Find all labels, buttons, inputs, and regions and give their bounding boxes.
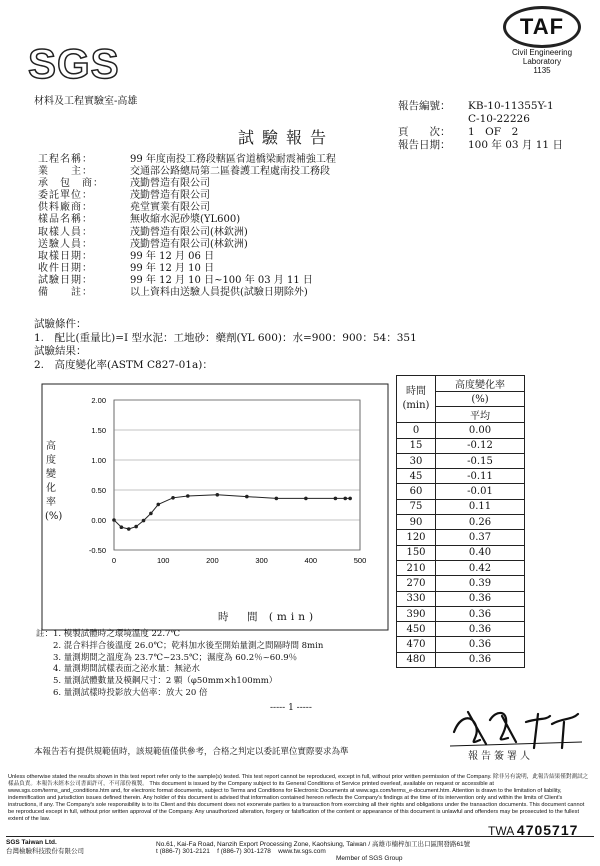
- table-row: [397, 484, 525, 499]
- data-point: [120, 525, 124, 529]
- note-line: 2. 混合料拌合後溫度 26.0℃；乾料加水後至開始量測之間隔時間 8min: [36, 640, 324, 651]
- disclaimer: 本報告若有提供規範值時，該規範值僅供參考，合格之判定以委託單位實際要求為準: [34, 747, 349, 757]
- x-tick-label: 200: [206, 556, 219, 565]
- results-title: 試驗結果：: [34, 345, 87, 357]
- info-row: [38, 263, 336, 275]
- data-point: [127, 527, 131, 531]
- table-header-time: [397, 376, 436, 423]
- data-point: [343, 497, 347, 501]
- info-row: [38, 251, 336, 263]
- y-tick-label: 1.50: [91, 426, 106, 435]
- data-point: [186, 494, 190, 498]
- info-key: 收件日期：: [38, 262, 93, 274]
- table-row: [397, 545, 525, 560]
- table-cell-time: 90: [397, 515, 436, 530]
- table-cell-rate: -0.12: [436, 438, 525, 453]
- table-cell-rate: 0.36: [436, 622, 525, 637]
- sgs-logo-text: SGS: [28, 40, 120, 87]
- y-tick-label: 1.00: [91, 456, 106, 465]
- table-cell-time: 390: [397, 606, 436, 621]
- data-point: [112, 518, 116, 522]
- info-row: [38, 287, 336, 299]
- report-no: KB-10-11355Y-1: [468, 100, 554, 112]
- results-table: [396, 375, 525, 668]
- footer-company: SGS Taiwan Ltd.: [6, 839, 57, 846]
- note-line: 3. 量測期間之溫度為 23.7℃~23.5℃；濕度為 60.2％~60.9％: [36, 652, 298, 663]
- info-key: 業 主：: [38, 166, 93, 178]
- info-row: [38, 154, 336, 166]
- results-item-2: 2. 高度變化率(ASTM C827-01a)：: [34, 358, 213, 371]
- table-cell-time: 15: [397, 438, 436, 453]
- table-row: [397, 469, 525, 484]
- table-cell-time: 75: [397, 499, 436, 514]
- info-row: [38, 190, 336, 202]
- note-line: 4. 量測期間試樣表面之泌水量：無泌水: [36, 664, 200, 675]
- table-cell-rate: 0.36: [436, 637, 525, 652]
- table-row: [397, 576, 525, 591]
- info-key: 供料廠商：: [38, 202, 93, 214]
- fine-print: Unless otherwise stated the results shown in this test report refer only to the sample(s) tested. This test report cannot be reproduced, except in full, without prior written permission of the Company. 除非另有說明，此報告結果僅對測試之樣品負責。本報告未經本公司書面許可，不可部份複製。 This document is issued by the Company subject to its General Conditions of Service printed overleaf, available on request or accessible at www.sgs.com/terms_and_conditions.htm and, for electronic format documents, subject to Terms and Conditions for Electronic Documents at www.sgs.com/terms_e-document.htm. Attention is drawn to the limitation of liability, indemnification and jurisdiction issues defined therein. Any holder of this document is advised that information contained hereon reflects the Company's findings at the time of its intervention only and within the limits of Client's instructions, if any. The Company's sole responsibility is to its Client and this document does not exonerate parties to a transaction from exercising all their rights and obligations under the transaction documents. This document cannot be reproduced except in full, without prior written approval of the Company. Any unauthorized alteration, forgery or falsification of the content or appearance of this document is unlawful and offenders may be prosecuted to the fullest extent of the law.: [8, 774, 589, 822]
- note-line: 6. 量測試樣時投影放大倍率：放大 20 倍: [36, 687, 208, 698]
- table-cell-rate: 0.36: [436, 591, 525, 606]
- table-cell-rate: 0.00: [436, 423, 525, 438]
- footer-company-cn: 台灣檢驗科技股份有限公司: [6, 848, 84, 855]
- footer: [6, 836, 594, 862]
- table-row: [397, 606, 525, 621]
- info-row: [38, 166, 336, 178]
- info-value: 以上資料由送驗人員提供(試驗日期除外): [130, 287, 308, 299]
- page-number: ----- 1 -----: [270, 703, 312, 713]
- date-value: 100 年 03 月 11 日: [468, 139, 563, 151]
- page-value: 1 OF 2: [468, 126, 519, 138]
- table-cell-rate: 0.36: [436, 652, 525, 667]
- report-no-label: 報告編號：: [398, 100, 451, 112]
- footer-address: No.61, Kai-Fa Road, Nanzih Export Processing Zone, Kaohsiung, Taiwan / 高雄市楠梓加工出口區開發路61號: [156, 841, 471, 848]
- data-point: [171, 496, 175, 500]
- note-line: 5. 量測試體數量及模鋼尺寸：2 顆（φ50mm×h100mm）: [36, 676, 278, 687]
- table-row: [397, 560, 525, 575]
- y-tick-label: 0.50: [91, 486, 106, 495]
- table-cell-rate: 0.26: [436, 515, 525, 530]
- table-cell-rate: 0.42: [436, 560, 525, 575]
- info-value: 茂勤營造有限公司(林欽洲): [130, 226, 248, 238]
- info-key: 承 包 商：: [38, 178, 104, 190]
- table-cell-rate: -0.11: [436, 469, 525, 484]
- data-point: [134, 525, 138, 529]
- x-tick-label: 400: [304, 556, 318, 565]
- table-header-avg: 平均: [436, 407, 525, 423]
- table-row: [397, 499, 525, 514]
- info-key: 委託單位：: [38, 190, 93, 202]
- table-row: [397, 622, 525, 637]
- table-row: [397, 515, 525, 530]
- table-row: [397, 637, 525, 652]
- date-label: 報告日期：: [398, 139, 451, 151]
- info-key: 工程名稱：: [38, 154, 93, 165]
- table-header-rate-unit: (%): [436, 392, 525, 407]
- info-value: 茂勤營造有限公司(林欽洲): [130, 238, 248, 250]
- table-row: [397, 423, 525, 438]
- footer-fax: f (886-7) 301-1278: [217, 848, 271, 855]
- info-key: 樣品名稱：: [38, 214, 93, 226]
- footer-web: www.tw.sgs.com: [278, 848, 326, 855]
- table-cell-time: 480: [397, 652, 436, 667]
- table-cell-time: 270: [397, 576, 436, 591]
- twa-no: 4705717: [516, 822, 579, 838]
- table-cell-rate: 0.11: [436, 499, 525, 514]
- sgs-logo: [28, 40, 128, 90]
- page-label: 頁 次：: [398, 126, 451, 138]
- data-point: [348, 497, 352, 501]
- table-row: [397, 438, 525, 453]
- taf-line-2: Laboratory: [522, 57, 562, 66]
- info-value: 99 年度南投工務段轄區省道橋梁耐震補強工程: [130, 154, 336, 165]
- y-tick-label: 0.00: [91, 516, 106, 525]
- info-block: [38, 154, 336, 299]
- lab-name: 材料及工程實驗室-高雄: [34, 96, 138, 107]
- info-value: 茂勤營造有限公司: [130, 178, 210, 190]
- height-change-chart: [40, 382, 390, 632]
- info-key: 備 註：: [38, 287, 93, 299]
- footer-tel: t (886-7) 301-2121: [156, 848, 210, 855]
- info-row: [38, 227, 336, 239]
- taf-logo-mark: TAF: [503, 6, 581, 48]
- conditions-title: 試驗條件：: [34, 318, 87, 330]
- data-point: [304, 497, 308, 501]
- table-cell-time: 30: [397, 453, 436, 468]
- table-row: [397, 453, 525, 468]
- table-header-rate: 高度變化率: [436, 376, 525, 392]
- info-row: [38, 202, 336, 214]
- x-tick-label: 300: [255, 556, 268, 565]
- info-key: 送驗人員：: [38, 238, 93, 250]
- info-value: 交通部公路總局第二區養護工程處南投工務段: [130, 166, 330, 178]
- table-row: [397, 530, 525, 545]
- table-cell-time: 210: [397, 560, 436, 575]
- chart-ylabel: 高度變化率(%): [45, 441, 63, 522]
- table-cell-time: 450: [397, 622, 436, 637]
- report-no-2: C-10-22226: [468, 113, 530, 125]
- table-cell-time: 120: [397, 530, 436, 545]
- plot-area: [114, 400, 360, 550]
- table-cell-time: 0: [397, 423, 436, 438]
- table-cell-rate: -0.15: [436, 453, 525, 468]
- info-value: 99 年 12 月 10 日~100 年 03 月 11 日: [130, 274, 313, 286]
- taf-line-3: 1135: [533, 66, 551, 75]
- info-value: 堯堂實業有限公司: [130, 202, 210, 214]
- info-key: 取樣人員：: [38, 226, 93, 238]
- table-row: [397, 652, 525, 667]
- info-value: 無收縮水泥砂漿(YL600): [130, 214, 241, 226]
- info-row: [38, 239, 336, 251]
- x-tick-label: 500: [353, 556, 367, 565]
- taf-line-1: Civil Engineering: [511, 48, 573, 57]
- footer-member: Member of SGS Group: [336, 855, 403, 862]
- x-tick-label: 0: [111, 556, 117, 565]
- data-point: [149, 512, 153, 516]
- table-cell-rate: 0.39: [436, 576, 525, 591]
- table-cell-time: 60: [397, 484, 436, 499]
- info-value: 茂勤營造有限公司: [130, 190, 210, 202]
- data-point: [245, 495, 249, 499]
- info-key: 取樣日期：: [38, 250, 93, 262]
- table-cell-rate: 0.40: [436, 545, 525, 560]
- notes-block: [36, 629, 323, 700]
- table-cell-time: 150: [397, 545, 436, 560]
- table-row: [397, 591, 525, 606]
- table-cell-time: 45: [397, 469, 436, 484]
- twa-label: TWA: [488, 824, 514, 838]
- signature-label: 報告簽署人: [468, 751, 533, 762]
- data-point: [156, 503, 160, 507]
- table-header-time-unit: (min): [402, 400, 430, 412]
- data-point: [334, 497, 338, 501]
- table-header-time-label: 時間: [406, 386, 426, 398]
- table-cell-rate: 0.37: [436, 530, 525, 545]
- y-tick-label: 2.00: [91, 396, 106, 405]
- signature-image: [446, 702, 586, 752]
- table-cell-time: 330: [397, 591, 436, 606]
- info-key: 試驗日期：: [38, 274, 93, 286]
- y-tick-label: -0.50: [88, 546, 106, 555]
- taf-logo: [498, 6, 586, 94]
- data-point: [142, 519, 146, 523]
- info-value: 99 年 12 月 10 日: [130, 262, 215, 274]
- data-point: [275, 497, 279, 501]
- conditions-block: [34, 318, 417, 372]
- data-point: [216, 493, 220, 497]
- note-line: 註：1. 模製試體時之環境溫度 22.7℃: [36, 629, 180, 639]
- info-row: [38, 178, 336, 190]
- table-cell-rate: 0.36: [436, 606, 525, 621]
- x-tick-label: 100: [156, 556, 170, 565]
- info-value: 99 年 12 月 06 日: [130, 250, 215, 262]
- chart-xlabel: 時 間 (min): [218, 611, 318, 623]
- conditions-item-1: 1. 配比(重量比)=I 型水泥：工地砂：藥劑(YL 600)：水=900：900：54：351: [34, 331, 417, 344]
- info-row: [38, 275, 336, 287]
- info-row: [38, 214, 336, 226]
- page-title: 試驗報告: [238, 128, 335, 147]
- table-cell-time: 470: [397, 637, 436, 652]
- table-cell-rate: -0.01: [436, 484, 525, 499]
